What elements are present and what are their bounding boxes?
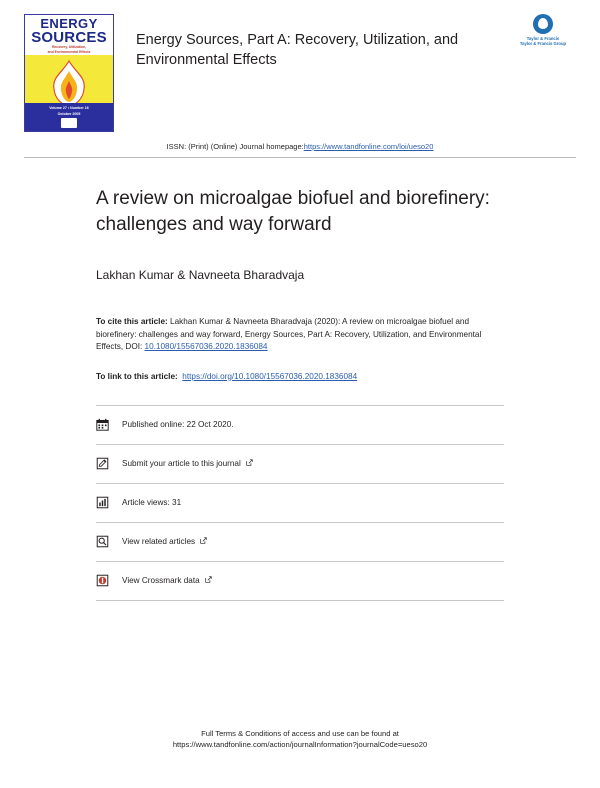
metric-row-submit[interactable] [96,445,504,484]
cover-subtitle-line1: Recovery, Utilization, [51,45,87,49]
citation-label: To cite this article: [96,317,168,326]
cover-publisher-mark [61,118,77,128]
external-link-icon [200,537,207,546]
article-authors: Lakhan Kumar & Navneeta Bharadvaja [96,268,305,282]
taylor-francis-icon [533,14,553,34]
publisher-name-line1: Taylor & Francis [526,36,560,41]
footer-journal-information-link[interactable]: https://www.tandfonline.com/action/journalInformation?journalCode=ueso20 [172,740,428,749]
issn-line [0,142,600,151]
masthead [0,0,600,132]
cover-banner [25,15,113,55]
bar-chart-icon [96,496,122,509]
citation-text: Lakhan Kumar & Navneeta Bharadvaja (2020): A review on microalgae biofuel and biorefinery: challenges and way forward, Energy Sources, Part A: Recovery, Utilization, and Environmental Effects, DOI: [96,317,482,351]
external-link-icon [205,576,212,585]
cover-title-line2: SOURCES [31,29,107,46]
article-title: A review on microalgae biofuel and biorefinery: challenges and way forward [96,188,490,235]
external-link-icon [246,459,253,468]
metric-label: Submit your article to this journal [122,459,241,468]
metric-row-views [96,484,504,523]
doi-label: To link to this article: [96,371,178,381]
doi-link-block [96,372,510,381]
publisher-name-line2: Taylor & Francis Group [519,41,567,46]
journal-title: Energy Sources, Part A: Recovery, Utilization, and Environmental Effects [136,32,459,68]
cover-date: October 2005 [57,112,81,116]
page-footer [0,728,600,750]
cover-subtitle-line2: and Environmental Effects [47,50,91,54]
crossmark-icon [96,574,122,587]
citation-doi-link[interactable]: 10.1080/15567036.2020.1836084 [144,342,268,351]
pencil-icon [96,457,122,470]
flame-icon [42,59,96,109]
footer-terms-text: Full Terms & Conditions of access and use can be found at [201,729,399,738]
metrics-list [0,405,600,601]
calendar-icon [96,418,122,431]
citation-block [96,316,510,354]
metric-label: View related articles [122,537,196,546]
cover-volume: Volume 27 • Number 16 [49,106,89,110]
metric-row-related[interactable] [96,523,504,562]
article-block [0,186,600,381]
metric-label: Article views: 31 [122,498,182,507]
issn-text: ISSN: (Print) (Online) Journal homepage: [166,142,304,151]
metric-label: Published online: 22 Oct 2020. [122,420,234,429]
publisher-logo [512,14,574,46]
cover-title-line1: ENERGY [40,16,98,31]
related-articles-icon [96,535,122,548]
cover-footer [25,103,113,131]
doi-link[interactable]: https://doi.org/10.1080/15567036.2020.1836084 [182,371,358,381]
journal-cover-image [24,14,114,132]
header-divider [24,157,576,158]
metric-row-published [96,405,504,445]
metric-label: View Crossmark data [122,576,200,585]
journal-homepage-link[interactable]: https://www.tandfonline.com/loi/ueso20 [303,142,434,151]
metric-row-crossmark[interactable] [96,562,504,601]
